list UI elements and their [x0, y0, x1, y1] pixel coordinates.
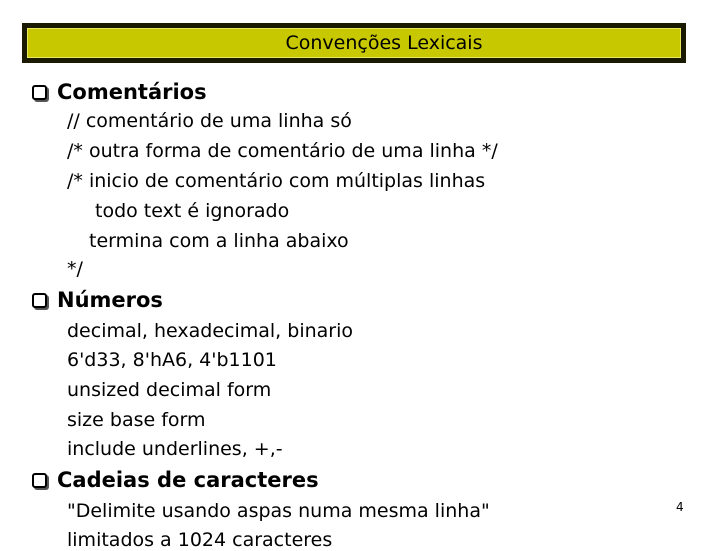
slide-title: Convenções Lexicais [285, 32, 483, 54]
section-cadeias [32, 468, 319, 492]
list-item: "Delimite usando aspas numa mesma linha" [67, 500, 490, 522]
slide-title-bar [22, 23, 686, 63]
list-item: size base form [67, 409, 206, 431]
list-item: // comentário de uma linha só [67, 110, 352, 132]
section-heading: Comentários [57, 80, 207, 104]
list-item: 6'd33, 8'hA6, 4'b1101 [67, 349, 277, 371]
square-bullet-icon [32, 473, 47, 488]
square-bullet-icon [32, 293, 47, 308]
list-item: decimal, hexadecimal, binario [67, 320, 353, 342]
section-heading: Números [57, 288, 163, 312]
list-item: unsized decimal form [67, 379, 272, 401]
section-numeros [32, 288, 163, 312]
list-item: /* outra forma de comentário de uma linha */ [67, 140, 498, 162]
list-item: include underlines, +,- [67, 438, 283, 460]
list-item: */ [67, 258, 83, 280]
square-bullet-icon [32, 85, 47, 100]
list-item: /* inicio de comentário com múltiplas linhas [67, 170, 486, 192]
list-item: limitados a 1024 caracteres [67, 529, 333, 551]
page-number: 4 [676, 500, 684, 514]
list-item: todo text é ignorado [95, 200, 290, 222]
section-heading: Cadeias de caracteres [57, 468, 319, 492]
list-item: termina com a linha abaixo [89, 230, 349, 252]
section-comentarios [32, 80, 207, 104]
